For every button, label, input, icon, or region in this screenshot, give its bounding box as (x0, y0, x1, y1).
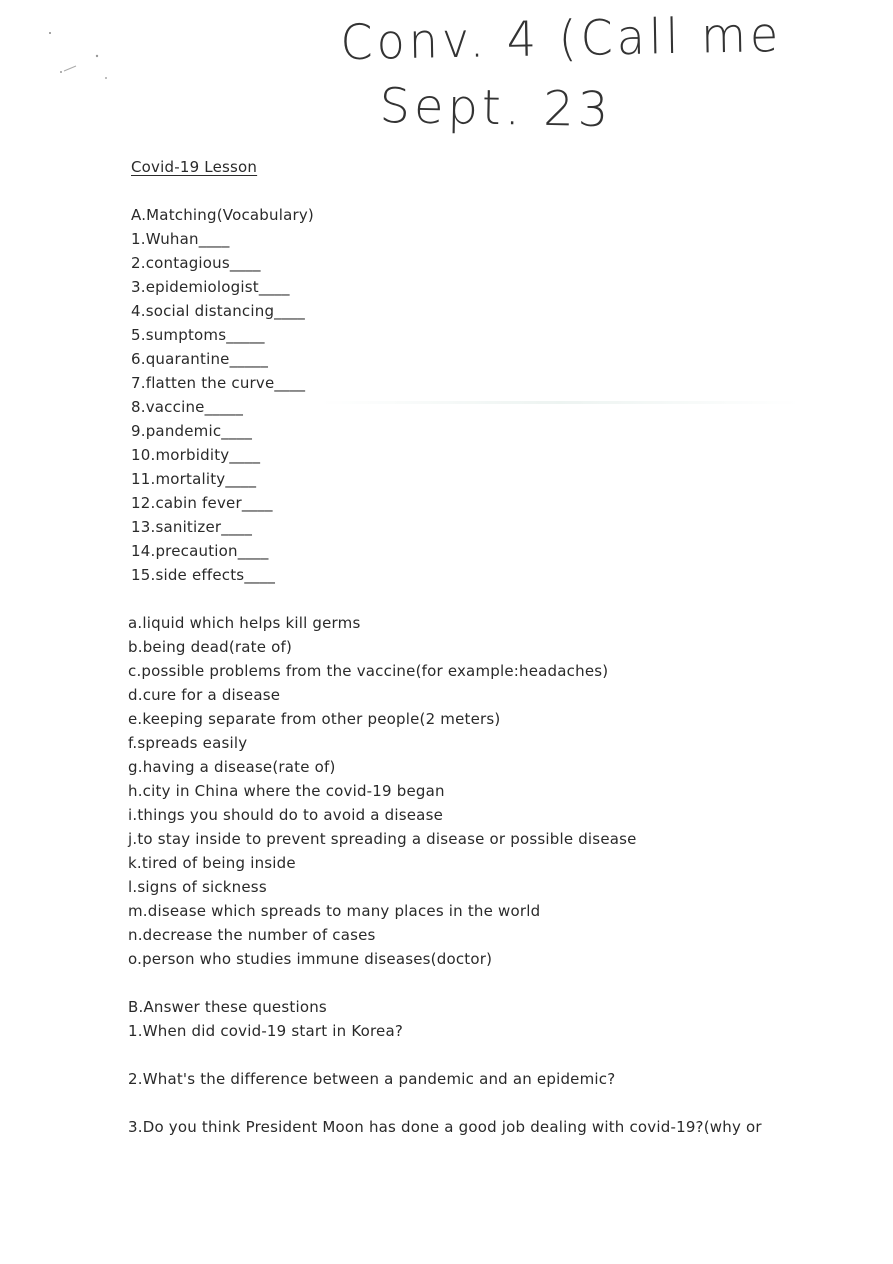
term-item: 13.sanitizer____ (131, 518, 253, 536)
term-item: 1.Wuhan____ (131, 230, 230, 248)
definition-item: d.cure for a disease (128, 686, 281, 704)
term-item: 8.vaccine_____ (131, 398, 244, 416)
definition-item: h.city in China where the covid-19 began (128, 782, 445, 800)
term-item: 15.side effects____ (131, 566, 276, 584)
handwritten-date: Sept. 23 (379, 78, 613, 139)
section-a-heading: A.Matching(Vocabulary) (131, 206, 314, 224)
definition-item: c.possible problems from the vaccine(for example:headaches) (128, 662, 609, 680)
definition-item: m.disease which spreads to many places in the world (128, 902, 541, 920)
term-item: 10.morbidity____ (131, 446, 261, 464)
scan-specks (40, 20, 120, 90)
definition-item: b.being dead(rate of) (128, 638, 293, 656)
term-item: 11.mortality____ (131, 470, 257, 488)
term-item: 4.social distancing____ (131, 302, 305, 320)
definition-item: g.having a disease(rate of) (128, 758, 336, 776)
definition-item: i.things you should do to avoid a disease (128, 806, 444, 824)
term-item: 12.cabin fever____ (131, 494, 273, 512)
definition-item: o.person who studies immune diseases(doctor) (128, 950, 493, 968)
definition-item: l.signs of sickness (128, 878, 267, 896)
definition-item: j.to stay inside to prevent spreading a disease or possible disease (128, 830, 637, 848)
scan-artifact-line (320, 401, 800, 404)
term-item: 9.pandemic____ (131, 422, 253, 440)
definition-item: a.liquid which helps kill germs (128, 614, 361, 632)
term-item: 3.epidemiologist____ (131, 278, 290, 296)
definition-item: e.keeping separate from other people(2 meters) (128, 710, 501, 728)
definition-item: k.tired of being inside (128, 854, 296, 872)
term-item: 6.quarantine_____ (131, 350, 269, 368)
lesson-title: Covid-19 Lesson (131, 158, 258, 176)
question-item: 1.When did covid-19 start in Korea? (128, 1022, 404, 1040)
definition-item: n.decrease the number of cases (128, 926, 376, 944)
question-item: 3.Do you think President Moon has done a good job dealing with covid-19?(why or (128, 1118, 762, 1136)
term-item: 7.flatten the curve____ (131, 374, 306, 392)
term-item: 2.contagious____ (131, 254, 261, 272)
handwritten-class-note: Conv. 4 (Call me (340, 5, 783, 71)
term-item: 14.precaution____ (131, 542, 269, 560)
term-item: 5.sumptoms_____ (131, 326, 265, 344)
definition-item: f.spreads easily (128, 734, 248, 752)
section-b-heading: B.Answer these questions (128, 998, 327, 1016)
question-item: 2.What's the difference between a pandemic and an epidemic? (128, 1070, 616, 1088)
